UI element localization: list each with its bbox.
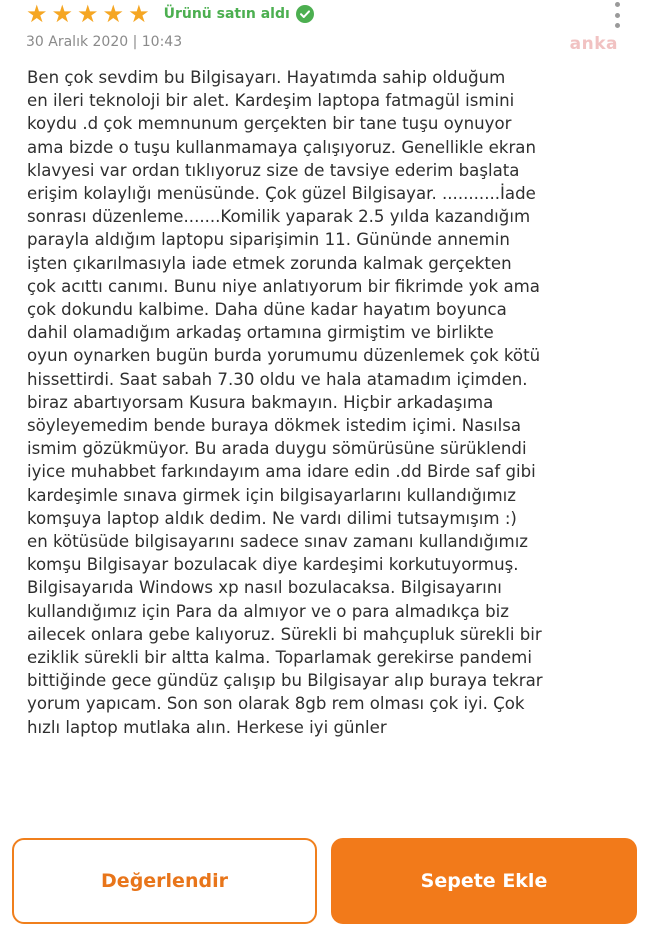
star-rating	[26, 2, 150, 26]
star-icon: ★	[102, 0, 125, 28]
review-header	[26, 0, 626, 28]
star-icon: ★	[26, 0, 48, 28]
star-icon: ★	[51, 0, 74, 28]
review-text: Ben çok sevdim bu Bilgisayarı. Hayatımda sahip olduğum en ileri teknoloji bir alet. Kardeşim laptopa fatmagül ismini koydu .d çok memnunum gerçekten bir tane tuşu oynuyor ama bizde o tuşu kullanmamaya çalışıyoruz. Genellikle ekran klavyesi var ordan tıklıyoruz size de tavsiye ederim başlata erişim kolaylığı menüsünde. Çok güzel Bilgisayar. ...........İade sonrası düzenleme.......Komilik yaparak 2.5 yılda kazandığım parayla aldığım laptopu siparişimin 11. Gününde annemin işten çıkarılmasıyla iade etmek zorunda kalmak gerçekten çok acıttı canımı. Bunu niye anlatıyorum bir fikrimde yok ama çok dokundu kalbime. Daha düne kadar hayatım boyunca dahil olamadığım arkadaş ortamına girmiştim ve birlikte oyun oynarken bugün burda yorumumu düzenlemek çok kötü hissettirdi. Saat sabah 7.30 oldu ve hala atamadım içimden. biraz abartıyorsam Kusura bakmayın. Hiçbir arkadaşıma söyleyemedim bende buraya dökmek istedim içimi. Nasılsa ismim gözükmüyor. Bu arada duygu sömürüsüne sürüklendi iyice muhabbet farkındayım ama idare edin .dd Birde saf gibi kardeşimle sınava girmek için bilgisayarlarını kullandığımız komşuya laptop aldık dedim. Ne vardı dilimi tutsaymışım :) en kötüsüde bilgisayarını sadece sınav zamanı kullandığımız komşu Bilgisayar bozulacak diye kardeşimi korkutuyormuş. Bilgisayarıda Windows xp nasıl bozulacaksa. Bilgisayarını kullandığımız için Para da almıyor ve o para almadıkça biz ailecek onlara gebe kalıyoruz. Sürekli bi mahçupluk sürekli bir eziklik sürekli bir altta kalma. Toparlamak gerekirse pandemi bittiğinde gece gündüz çalışıp bu Bilgisayar alıp buraya tekrar yorum yapıcam. Son son olarak 8gb rem olması çok iyi. Çok hızlı laptop mutlaka alın. Herkese iyi günler	[27, 68, 543, 737]
star-icon: ★	[77, 0, 99, 28]
rate-button[interactable]: Değerlendir	[12, 838, 317, 924]
more-options-icon[interactable]	[612, 2, 622, 28]
review-date: 30 Aralık 2020 | 10:43	[26, 34, 183, 50]
verified-purchase-badge	[164, 5, 314, 23]
add-to-cart-button[interactable]: Sepete Ekle	[331, 838, 637, 924]
action-bar	[0, 812, 652, 942]
star-icon: ★	[128, 0, 150, 28]
watermark-logo: anka	[569, 34, 618, 54]
check-circle-icon	[296, 5, 314, 23]
purchase-badge-label: Ürünü satın aldı	[163, 6, 290, 22]
